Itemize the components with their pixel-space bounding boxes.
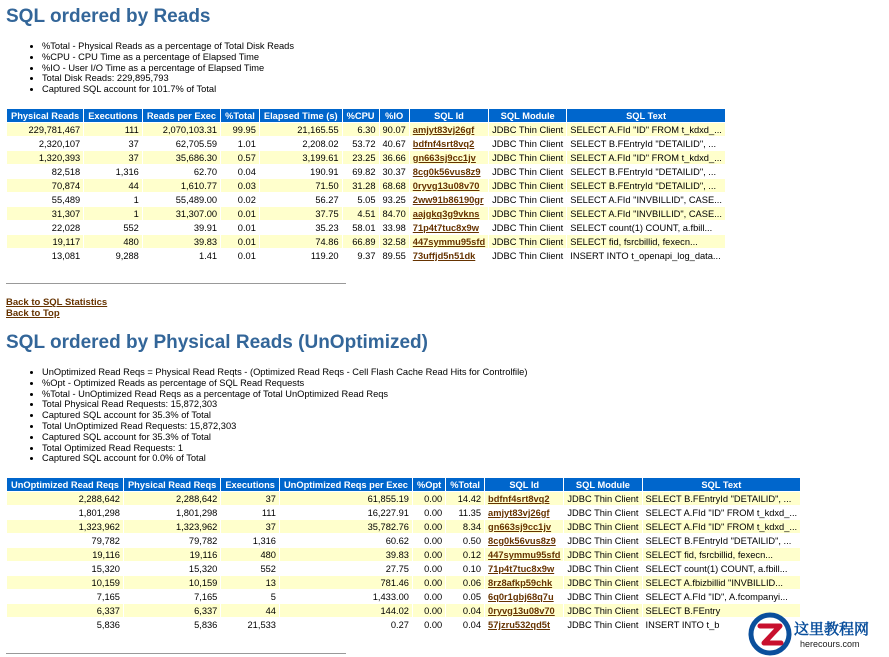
table-cell: 480 bbox=[84, 235, 142, 248]
sql-module-cell: JDBC Thin Client bbox=[564, 506, 641, 519]
table-cell: 552 bbox=[221, 562, 279, 575]
table-cell: 74.86 bbox=[260, 235, 342, 248]
sql-module-cell: JDBC Thin Client bbox=[564, 562, 641, 575]
table-row bbox=[7, 235, 725, 248]
table-cell: 7,165 bbox=[124, 590, 220, 603]
table-row bbox=[7, 207, 725, 220]
table-cell: 21,533 bbox=[221, 618, 279, 631]
column-header: Reads per Exec bbox=[143, 109, 220, 122]
table-cell: 10,159 bbox=[7, 576, 123, 589]
table-cell: 2,070,103.31 bbox=[143, 123, 220, 136]
table-cell: 2,320,107 bbox=[7, 137, 83, 150]
sql-module-cell: JDBC Thin Client bbox=[564, 534, 641, 547]
table-cell: 0.00 bbox=[413, 548, 445, 561]
sql-text-cell: SELECT B.FEntryId "DETAILID", ... bbox=[643, 492, 801, 505]
sql-id-cell bbox=[410, 221, 488, 234]
note-item: • Total Physical Read Requests: 15,872,303 bbox=[42, 399, 527, 410]
table-row bbox=[7, 604, 800, 617]
table-cell: 0.04 bbox=[446, 618, 484, 631]
column-header: %IO bbox=[380, 109, 409, 122]
column-header: SQL Id bbox=[410, 109, 488, 122]
sql-module-cell: JDBC Thin Client bbox=[564, 492, 641, 505]
table-cell: 44 bbox=[84, 179, 142, 192]
table-cell: 15,320 bbox=[124, 562, 220, 575]
sql-text-cell: SELECT count(1) COUNT, a.fbill... bbox=[643, 562, 801, 575]
back-to-sql-statistics-link[interactable]: Back to SQL Statistics bbox=[6, 297, 108, 308]
table-cell: 1,323,962 bbox=[124, 520, 220, 533]
table-cell: 69.82 bbox=[343, 165, 379, 178]
table-cell: 1,433.00 bbox=[280, 590, 412, 603]
table-cell: 31,307.00 bbox=[143, 207, 220, 220]
table-row bbox=[7, 249, 725, 262]
table-row bbox=[7, 506, 800, 519]
note-item: • Captured SQL account for 35.3% of Total bbox=[42, 410, 527, 421]
table-cell: 79,782 bbox=[124, 534, 220, 547]
sql-id-cell bbox=[485, 590, 563, 603]
column-header: SQL Text bbox=[643, 478, 801, 491]
table-cell: 39.83 bbox=[143, 235, 220, 248]
table-row bbox=[7, 562, 800, 575]
column-header: Physical Reads bbox=[7, 109, 83, 122]
column-header: Executions bbox=[84, 109, 142, 122]
sql-id-link[interactable]: bdfnf4srt8vq2 bbox=[412, 138, 475, 149]
sql-module-cell: JDBC Thin Client bbox=[489, 249, 566, 262]
table-cell: 31.28 bbox=[343, 179, 379, 192]
table-cell: 19,117 bbox=[7, 235, 83, 248]
table-cell: 56.27 bbox=[260, 193, 342, 206]
sql-id-link[interactable]: bdfnf4srt8vq2 bbox=[488, 493, 550, 504]
sql-id-link[interactable]: 2ww91b86190gr bbox=[412, 194, 484, 205]
table-cell: 781.46 bbox=[280, 576, 412, 589]
back-to-top-link[interactable]: Back to Top bbox=[6, 308, 60, 319]
table-cell: 0.57 bbox=[221, 151, 259, 164]
section-divider bbox=[6, 653, 346, 654]
table-cell: 35,782.76 bbox=[280, 520, 412, 533]
sql-id-cell bbox=[410, 249, 488, 262]
table-cell: 0.00 bbox=[413, 590, 445, 603]
note-item: • UnOptimized Read Reqs = Physical Read Reqts - (Optimized Read Reqs - Cell Flash Cache Read Hits for Controlfile) bbox=[42, 367, 527, 378]
sql-id-link[interactable]: amjyt83vj26gf bbox=[412, 124, 475, 135]
sql-id-cell bbox=[485, 520, 563, 533]
sql-text-cell: SELECT count(1) COUNT, a.fbill... bbox=[567, 221, 725, 234]
sql-id-link[interactable]: 8cg0k56vus8z9 bbox=[412, 166, 481, 177]
table-cell: 33.98 bbox=[380, 221, 409, 234]
table-cell: 37 bbox=[84, 151, 142, 164]
table-cell: 14.42 bbox=[446, 492, 484, 505]
site-watermark bbox=[748, 612, 889, 657]
table-row bbox=[7, 179, 725, 192]
sql-id-cell bbox=[410, 193, 488, 206]
table-cell: 111 bbox=[84, 123, 142, 136]
sql-id-link[interactable]: 73uffjd5n51dk bbox=[412, 250, 476, 261]
table-cell: 9,288 bbox=[84, 249, 142, 262]
sql-text-cell: SELECT B.FEntryId "DETAILID", ... bbox=[567, 137, 725, 150]
sql-id-link[interactable]: amjyt83vj26gf bbox=[488, 507, 550, 518]
sql-id-link[interactable]: 447symmu95sfd bbox=[488, 549, 561, 560]
column-header: %Total bbox=[221, 109, 259, 122]
table-cell: 30.37 bbox=[380, 165, 409, 178]
table-cell: 2,288,642 bbox=[124, 492, 220, 505]
table-cell: 99.95 bbox=[221, 123, 259, 136]
table-cell: 0.04 bbox=[221, 165, 259, 178]
column-header: UnOptimized Read Reqs bbox=[7, 478, 123, 491]
table-cell: 35.23 bbox=[260, 221, 342, 234]
table-cell: 22,028 bbox=[7, 221, 83, 234]
table-cell: 35,686.30 bbox=[143, 151, 220, 164]
sql-id-cell bbox=[410, 207, 488, 220]
table-cell: 0.00 bbox=[413, 492, 445, 505]
sql-id-link[interactable]: gn663sj9cc1jv bbox=[412, 152, 476, 163]
column-header: SQL Module bbox=[489, 109, 566, 122]
table-cell: 0.50 bbox=[446, 534, 484, 547]
sql-id-link[interactable]: 0ryvg13u08v70 bbox=[412, 180, 480, 191]
table-cell: 1,316 bbox=[221, 534, 279, 547]
sql-module-cell: JDBC Thin Client bbox=[564, 590, 641, 603]
sql-id-link[interactable]: 447symmu95sfd bbox=[412, 236, 486, 247]
sql-id-link[interactable]: 0ryvg13u08v70 bbox=[488, 605, 555, 616]
note-item: • %Opt - Optimized Reads as percentage of SQL Read Requests bbox=[42, 378, 527, 389]
column-header: SQL Text bbox=[567, 109, 725, 122]
note-item: • %Total - UnOptimized Read Reqs as a percentage of Total UnOptimized Read Reqs bbox=[42, 389, 527, 400]
sql-text-cell: SELECT A.FId "ID" FROM t_kdxd_... bbox=[643, 506, 801, 519]
table-cell: 16,227.91 bbox=[280, 506, 412, 519]
column-header: %Opt bbox=[413, 478, 445, 491]
table-cell: 111 bbox=[221, 506, 279, 519]
note-item: • Captured SQL account for 35.3% of Total bbox=[42, 432, 527, 443]
table-cell: 0.00 bbox=[413, 506, 445, 519]
sql-text-cell: SELECT A.fbizbillid "INVBILLID... bbox=[643, 576, 801, 589]
table-cell: 0.05 bbox=[446, 590, 484, 603]
table-cell: 0.00 bbox=[413, 534, 445, 547]
column-header: Elapsed Time (s) bbox=[260, 109, 342, 122]
table-cell: 1 bbox=[84, 193, 142, 206]
sql-id-cell bbox=[485, 506, 563, 519]
sql-by-reads-table bbox=[6, 108, 726, 263]
table-cell: 23.25 bbox=[343, 151, 379, 164]
table-cell: 5,836 bbox=[7, 618, 123, 631]
table-cell: 6,337 bbox=[124, 604, 220, 617]
sql-id-cell bbox=[485, 576, 563, 589]
column-header: %Total bbox=[446, 478, 484, 491]
table-cell: 32.58 bbox=[380, 235, 409, 248]
sql-module-cell: JDBC Thin Client bbox=[564, 604, 641, 617]
table-cell: 13 bbox=[221, 576, 279, 589]
table-row bbox=[7, 534, 800, 547]
table-cell: 190.91 bbox=[260, 165, 342, 178]
table-cell: 61,855.19 bbox=[280, 492, 412, 505]
note-item: • %CPU - CPU Time as a percentage of Elapsed Time bbox=[42, 52, 294, 63]
table-cell: 0.00 bbox=[413, 618, 445, 631]
table-cell: 19,116 bbox=[7, 548, 123, 561]
sql-id-cell bbox=[410, 165, 488, 178]
table-cell: 144.02 bbox=[280, 604, 412, 617]
nav-links bbox=[6, 297, 107, 319]
table-cell: 0.00 bbox=[413, 562, 445, 575]
table-cell: 19,116 bbox=[124, 548, 220, 561]
column-header: %CPU bbox=[343, 109, 379, 122]
table-row bbox=[7, 165, 725, 178]
table-cell: 37 bbox=[84, 137, 142, 150]
table-cell: 44 bbox=[221, 604, 279, 617]
watermark-url: herecours.com bbox=[800, 639, 860, 649]
table-cell: 82,518 bbox=[7, 165, 83, 178]
sql-id-cell bbox=[485, 492, 563, 505]
table-cell: 7,165 bbox=[7, 590, 123, 603]
sql-module-cell: JDBC Thin Client bbox=[489, 207, 566, 220]
sql-id-link[interactable]: 57jzru532qd5t bbox=[488, 619, 551, 630]
table-cell: 5,836 bbox=[124, 618, 220, 631]
note-item: • Total UnOptimized Read Requests: 15,872,303 bbox=[42, 421, 527, 432]
sql-text-cell: INSERT INTO t_b bbox=[643, 618, 801, 631]
table-row bbox=[7, 618, 800, 631]
watermark-logo-icon bbox=[748, 612, 792, 656]
table-cell: 1,801,298 bbox=[124, 506, 220, 519]
sql-id-cell bbox=[410, 137, 488, 150]
table-row bbox=[7, 520, 800, 533]
table-cell: 0.00 bbox=[413, 576, 445, 589]
table-cell: 15,320 bbox=[7, 562, 123, 575]
column-header: SQL Module bbox=[564, 478, 641, 491]
sql-text-cell: SELECT B.FEntryId "DETAILID", ... bbox=[567, 179, 725, 192]
section-title-reads: SQL ordered by Reads bbox=[6, 6, 211, 27]
sql-id-cell bbox=[485, 534, 563, 547]
table-cell: 1.41 bbox=[143, 249, 220, 262]
table-cell: 5 bbox=[221, 590, 279, 603]
table-cell: 37 bbox=[221, 520, 279, 533]
table-cell: 1,320,393 bbox=[7, 151, 83, 164]
sql-module-cell: JDBC Thin Client bbox=[564, 548, 641, 561]
sql-module-cell: JDBC Thin Client bbox=[564, 576, 641, 589]
table-cell: 53.72 bbox=[343, 137, 379, 150]
sql-text-cell: SELECT fid, fsrcbillid, fexecn... bbox=[643, 548, 801, 561]
sql-id-cell bbox=[485, 562, 563, 575]
table-cell: 0.01 bbox=[221, 249, 259, 262]
table-cell: 480 bbox=[221, 548, 279, 561]
table-cell: 10,159 bbox=[124, 576, 220, 589]
table-cell: 84.70 bbox=[380, 207, 409, 220]
note-item: • Total Disk Reads: 229,895,793 bbox=[42, 73, 294, 84]
table-cell: 119.20 bbox=[260, 249, 342, 262]
column-header: Executions bbox=[221, 478, 279, 491]
sql-module-cell: JDBC Thin Client bbox=[489, 123, 566, 136]
table-cell: 1,316 bbox=[84, 165, 142, 178]
sql-text-cell: SELECT A.FId "INVBILLID", CASE... bbox=[567, 207, 725, 220]
sql-module-cell: JDBC Thin Client bbox=[489, 137, 566, 150]
table-cell: 6,337 bbox=[7, 604, 123, 617]
table-cell: 37 bbox=[221, 492, 279, 505]
table-cell: 0.02 bbox=[221, 193, 259, 206]
sql-text-cell: SELECT A.FId "ID", A.fcompanyi... bbox=[643, 590, 801, 603]
table-cell: 55,489.00 bbox=[143, 193, 220, 206]
table-cell: 68.68 bbox=[380, 179, 409, 192]
table-cell: 39.91 bbox=[143, 221, 220, 234]
table-cell: 58.01 bbox=[343, 221, 379, 234]
sql-text-cell: SELECT A.FId "ID" FROM t_kdxd_... bbox=[567, 123, 725, 136]
table-header-row bbox=[7, 478, 800, 491]
table-cell: 90.07 bbox=[380, 123, 409, 136]
sql-id-cell bbox=[485, 548, 563, 561]
note-item: • Total Optimized Read Requests: 1 bbox=[42, 443, 527, 454]
table-cell: 6.30 bbox=[343, 123, 379, 136]
table-cell: 62,705.59 bbox=[143, 137, 220, 150]
unoptimized-notes-list bbox=[28, 367, 527, 464]
table-row bbox=[7, 221, 725, 234]
table-row bbox=[7, 151, 725, 164]
table-header-row bbox=[7, 109, 725, 122]
table-row bbox=[7, 137, 725, 150]
table-cell: 1 bbox=[84, 207, 142, 220]
sql-text-cell: SELECT A.FId "ID" FROM t_kdxd_... bbox=[567, 151, 725, 164]
sql-text-cell: SELECT A.FId "ID" FROM t_kdxd_... bbox=[643, 520, 801, 533]
sql-id-link[interactable]: 8cg0k56vus8z9 bbox=[488, 535, 556, 546]
table-cell: 93.25 bbox=[380, 193, 409, 206]
table-cell: 0.01 bbox=[221, 235, 259, 248]
table-row bbox=[7, 548, 800, 561]
note-item: • %IO - User I/O Time as a percentage of Elapsed Time bbox=[42, 63, 294, 74]
note-item: • Captured SQL account for 101.7% of Total bbox=[42, 84, 294, 95]
table-cell: 40.67 bbox=[380, 137, 409, 150]
table-row bbox=[7, 590, 800, 603]
table-cell: 0.04 bbox=[446, 604, 484, 617]
table-cell: 37.75 bbox=[260, 207, 342, 220]
table-cell: 1,801,298 bbox=[7, 506, 123, 519]
table-cell: 2,208.02 bbox=[260, 137, 342, 150]
sql-id-link[interactable]: gn663sj9cc1jv bbox=[488, 521, 552, 532]
sql-id-link[interactable]: 71p4t7tuc8x9w bbox=[488, 563, 555, 574]
table-cell: 8.34 bbox=[446, 520, 484, 533]
sql-id-cell bbox=[485, 604, 563, 617]
sql-module-cell: JDBC Thin Client bbox=[489, 151, 566, 164]
column-header: UnOptimized Reqs per Exec bbox=[280, 478, 412, 491]
table-cell: 4.51 bbox=[343, 207, 379, 220]
watermark-title: 这里教程网 bbox=[794, 620, 870, 638]
table-cell: 0.01 bbox=[221, 221, 259, 234]
table-cell: 0.00 bbox=[413, 604, 445, 617]
sql-module-cell: JDBC Thin Client bbox=[564, 520, 641, 533]
table-row bbox=[7, 492, 800, 505]
sql-text-cell: SELECT B.FEntry bbox=[643, 604, 801, 617]
table-cell: 0.27 bbox=[280, 618, 412, 631]
column-header: SQL Id bbox=[485, 478, 563, 491]
table-cell: 62.70 bbox=[143, 165, 220, 178]
sql-module-cell: JDBC Thin Client bbox=[489, 179, 566, 192]
section-divider bbox=[6, 283, 346, 284]
sql-module-cell: JDBC Thin Client bbox=[489, 165, 566, 178]
sql-id-link[interactable]: aajgkq3g9vkns bbox=[412, 208, 480, 219]
sql-id-cell bbox=[410, 123, 488, 136]
table-cell: 552 bbox=[84, 221, 142, 234]
sql-id-cell bbox=[410, 179, 488, 192]
table-cell: 0.10 bbox=[446, 562, 484, 575]
table-cell: 229,781,467 bbox=[7, 123, 83, 136]
table-cell: 71.50 bbox=[260, 179, 342, 192]
table-cell: 1.01 bbox=[221, 137, 259, 150]
sql-text-cell: INSERT INTO t_openapi_log_data... bbox=[567, 249, 725, 262]
sql-text-cell: SELECT B.FEntryId "DETAILID", ... bbox=[567, 165, 725, 178]
sql-id-cell bbox=[410, 235, 488, 248]
sql-id-link[interactable]: 71p4t7tuc8x9w bbox=[412, 222, 479, 233]
sql-id-link[interactable]: 8rz8afkp59chk bbox=[488, 577, 553, 588]
reads-notes-list bbox=[28, 41, 294, 95]
table-cell: 13,081 bbox=[7, 249, 83, 262]
table-cell: 11.35 bbox=[446, 506, 484, 519]
table-cell: 0.12 bbox=[446, 548, 484, 561]
sql-module-cell: JDBC Thin Client bbox=[489, 193, 566, 206]
table-cell: 36.66 bbox=[380, 151, 409, 164]
table-cell: 60.62 bbox=[280, 534, 412, 547]
column-header: Physical Read Reqs bbox=[124, 478, 220, 491]
table-cell: 89.55 bbox=[380, 249, 409, 262]
sql-text-cell: SELECT B.FEntryId "DETAILID", ... bbox=[643, 534, 801, 547]
table-cell: 39.83 bbox=[280, 548, 412, 561]
table-cell: 2,288,642 bbox=[7, 492, 123, 505]
table-row bbox=[7, 123, 725, 136]
sql-module-cell: JDBC Thin Client bbox=[489, 221, 566, 234]
sql-module-cell: JDBC Thin Client bbox=[564, 618, 641, 631]
table-cell: 3,199.61 bbox=[260, 151, 342, 164]
sql-id-cell bbox=[410, 151, 488, 164]
section-title-physical-reads-unoptimized: SQL ordered by Physical Reads (UnOptimized) bbox=[6, 332, 428, 353]
sql-by-physical-reads-unoptimized-table bbox=[6, 477, 801, 632]
table-cell: 27.75 bbox=[280, 562, 412, 575]
note-item: • %Total - Physical Reads as a percentage of Total Disk Reads bbox=[42, 41, 294, 52]
table-cell: 21,165.55 bbox=[260, 123, 342, 136]
table-row bbox=[7, 576, 800, 589]
table-row bbox=[7, 193, 725, 206]
table-cell: 55,489 bbox=[7, 193, 83, 206]
sql-module-cell: JDBC Thin Client bbox=[489, 235, 566, 248]
sql-id-link[interactable]: 6q0r1gbj68q7u bbox=[488, 591, 554, 602]
table-cell: 9.37 bbox=[343, 249, 379, 262]
table-cell: 0.06 bbox=[446, 576, 484, 589]
table-cell: 0.01 bbox=[221, 207, 259, 220]
sql-id-cell bbox=[485, 618, 563, 631]
table-cell: 79,782 bbox=[7, 534, 123, 547]
table-cell: 31,307 bbox=[7, 207, 83, 220]
table-cell: 5.05 bbox=[343, 193, 379, 206]
table-cell: 0.03 bbox=[221, 179, 259, 192]
sql-text-cell: SELECT A.FId "INVBILLID", CASE... bbox=[567, 193, 725, 206]
note-item: • Captured SQL account for 0.0% of Total bbox=[42, 453, 527, 464]
table-cell: 66.89 bbox=[343, 235, 379, 248]
sql-text-cell: SELECT fid, fsrcbillid, fexecn... bbox=[567, 235, 725, 248]
table-cell: 0.00 bbox=[413, 520, 445, 533]
table-cell: 1,610.77 bbox=[143, 179, 220, 192]
table-cell: 70,874 bbox=[7, 179, 83, 192]
table-cell: 1,323,962 bbox=[7, 520, 123, 533]
